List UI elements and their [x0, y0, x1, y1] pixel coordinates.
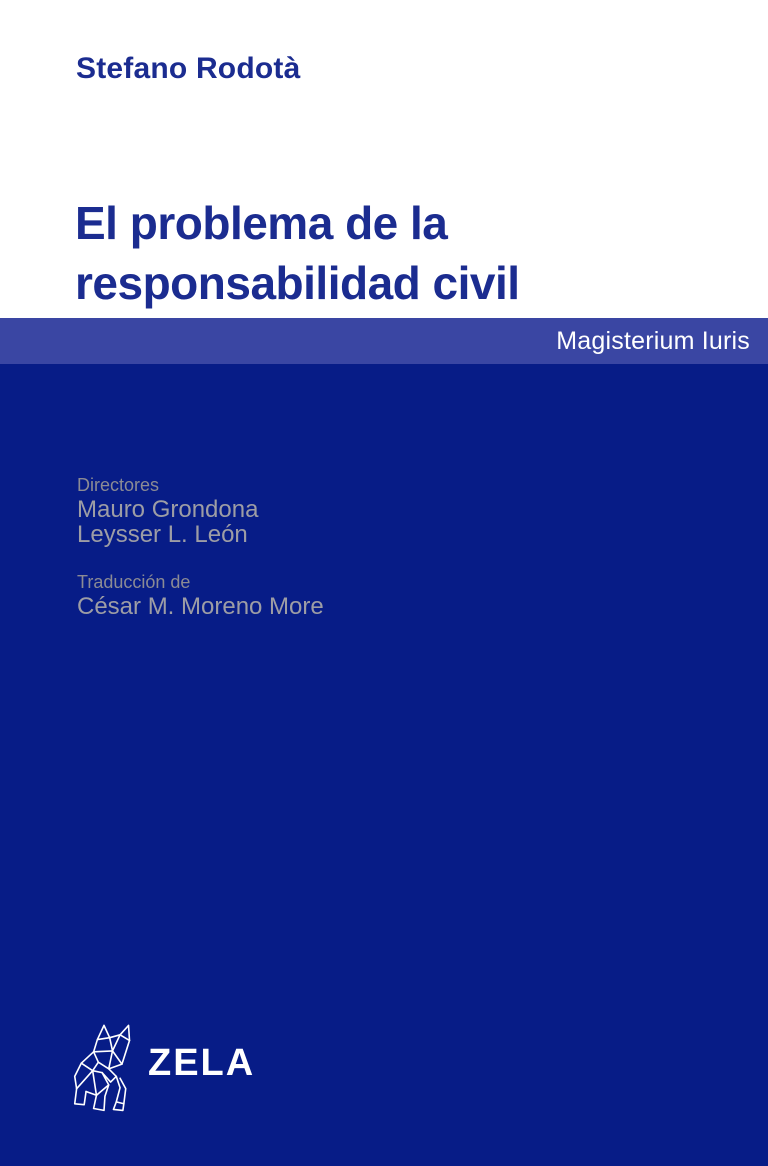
director-name: Mauro Grondona	[77, 496, 259, 523]
directors-group	[77, 474, 324, 547]
author-name: Stefano Rodotà	[76, 52, 301, 85]
series-label: Magisterium Iuris	[556, 326, 750, 355]
book-title	[75, 193, 695, 313]
publisher-logo	[70, 1018, 255, 1114]
book-title-line1: El problema de la	[75, 197, 448, 249]
book-title-line2: responsabilidad civil	[75, 257, 520, 309]
series-banner	[0, 318, 768, 364]
translator-name: César M. Moreno More	[77, 593, 324, 620]
credits-block	[77, 474, 324, 619]
director-name: Leysser L. León	[77, 521, 248, 548]
cover-top-section	[0, 0, 768, 318]
directors-label: Directores	[77, 475, 160, 495]
translation-group	[77, 571, 324, 619]
publisher-name: ZELA	[148, 1041, 256, 1084]
zela-bull-icon	[70, 1018, 138, 1114]
translation-label: Traducción de	[77, 572, 191, 592]
